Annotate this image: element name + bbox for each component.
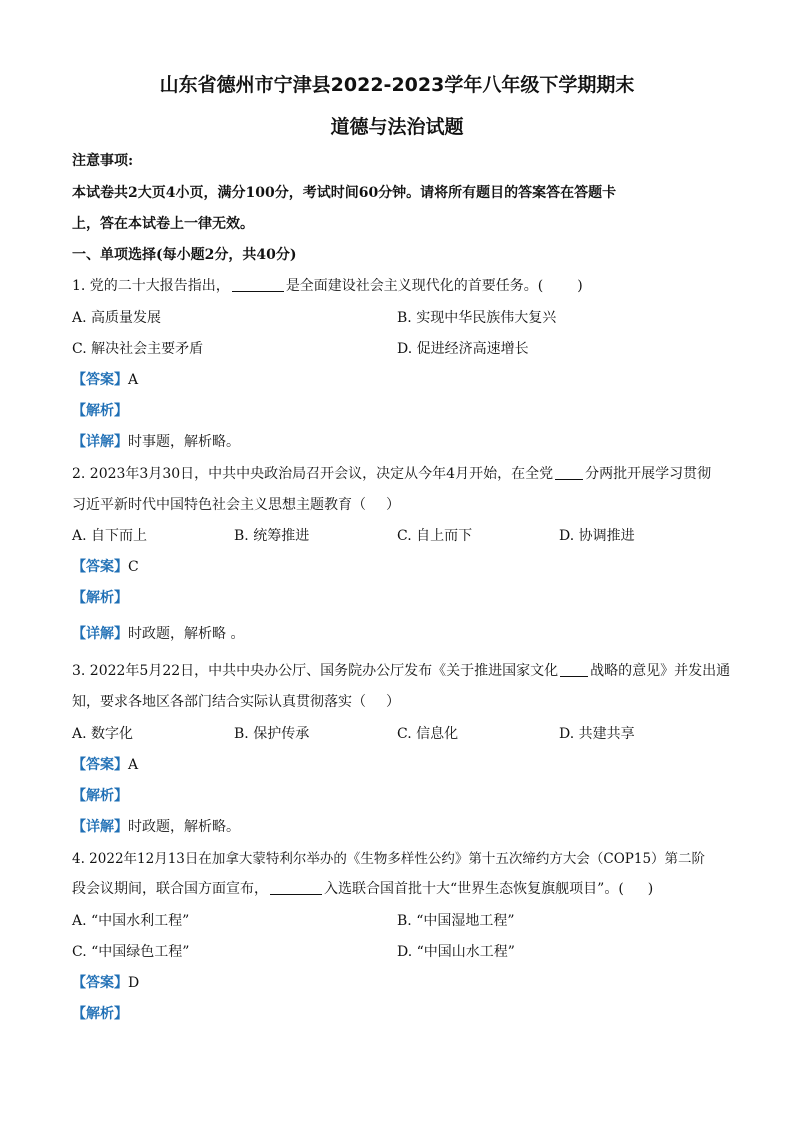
answer-blank — [270, 880, 322, 895]
section-heading: 一、单项选择(每小题2分，共40分) — [72, 247, 297, 263]
question-2-option-c: C. 自上而下 — [397, 528, 473, 544]
question-1-analysis: 【解析】 — [72, 403, 128, 419]
question-3-option-a: A. 数字化 — [72, 726, 134, 742]
answer-blank — [560, 662, 588, 677]
question-4-option-c: C. “中国绿色工程” — [72, 944, 190, 960]
question-1-answer: 【答案】A — [72, 372, 139, 388]
question-1-detail: 【详解】时事题，解析略。 — [72, 434, 240, 450]
question-1-option-d: D. 促进经济高速增长 — [397, 341, 529, 357]
question-4-stem-line-1: 4. 2022年12月13日在加拿大蒙特利尔举办的《生物多样性公约》第十五次缔约方大会（COP15）第二阶 — [72, 851, 706, 867]
question-4-option-a: A. “中国水利工程” — [72, 913, 190, 929]
question-4-stem-line-2: 段会议期间，联合国方面宣布， 入选联合国首批十大“世界生态恢复旗舰项目”。( ) — [72, 881, 654, 897]
question-3-analysis: 【解析】 — [72, 788, 128, 804]
question-3-answer: 【答案】A — [72, 757, 139, 773]
exam-title: 山东省德州市宁津县2022-2023学年八年级下学期期末 — [159, 74, 635, 96]
question-4-analysis: 【解析】 — [72, 1006, 128, 1022]
question-2-detail: 【详解】时政题，解析略 。 — [72, 626, 245, 642]
question-1-stem: 1. 党的二十大报告指出， 是全面建设社会主义现代化的首要任务。( ) — [72, 278, 583, 294]
question-3-stem-line-1: 3. 2022年5月22日，中共中央办公厅、国务院办公厅发布《关于推进国家文化 战略的意见》并发出通 — [72, 663, 731, 679]
question-3-detail: 【详解】时政题，解析略。 — [72, 819, 240, 835]
question-3-stem-line-2: 知，要求各地区各部门结合实际认真贯彻落实（ ） — [72, 694, 400, 710]
question-2-analysis: 【解析】 — [72, 590, 128, 606]
question-2-stem-line-2: 习近平新时代中国特色社会主义思想主题教育（ ） — [72, 497, 400, 513]
question-2-answer: 【答案】C — [72, 559, 139, 575]
question-2-stem-line-1: 2. 2023年3月30日，中共中央政治局召开会议，决定从今年4月开始，在全党 分两批开展学习贯彻 — [72, 466, 712, 482]
question-4-answer: 【答案】D — [72, 975, 140, 991]
question-3-option-b: B. 保护传承 — [234, 726, 310, 742]
question-4-option-b: B. “中国湿地工程” — [397, 913, 515, 929]
notice-line-2: 上，答在本试卷上一律无效。 — [72, 216, 254, 232]
answer-blank — [555, 465, 583, 480]
exam-subtitle: 道德与法治试题 — [330, 116, 464, 138]
question-2-option-b: B. 统筹推进 — [234, 528, 310, 544]
question-2-option-a: A. 自下而上 — [72, 528, 148, 544]
question-1-option-a: A. 高质量发展 — [72, 310, 162, 326]
notice-line-1: 本试卷共2大页4小页，满分100分，考试时间60分钟。请将所有题目的答案答在答题卡 — [72, 185, 617, 201]
question-4-option-d: D. “中国山水工程” — [397, 944, 515, 960]
question-3-option-c: C. 信息化 — [397, 726, 459, 742]
question-3-option-d: D. 共建共享 — [559, 726, 635, 742]
notice-heading: 注意事项: — [72, 153, 134, 169]
question-1-option-c: C. 解决社会主要矛盾 — [72, 341, 204, 357]
answer-blank — [232, 277, 284, 292]
question-2-option-d: D. 协调推进 — [559, 528, 635, 544]
question-1-option-b: B. 实现中华民族伟大复兴 — [397, 310, 557, 326]
